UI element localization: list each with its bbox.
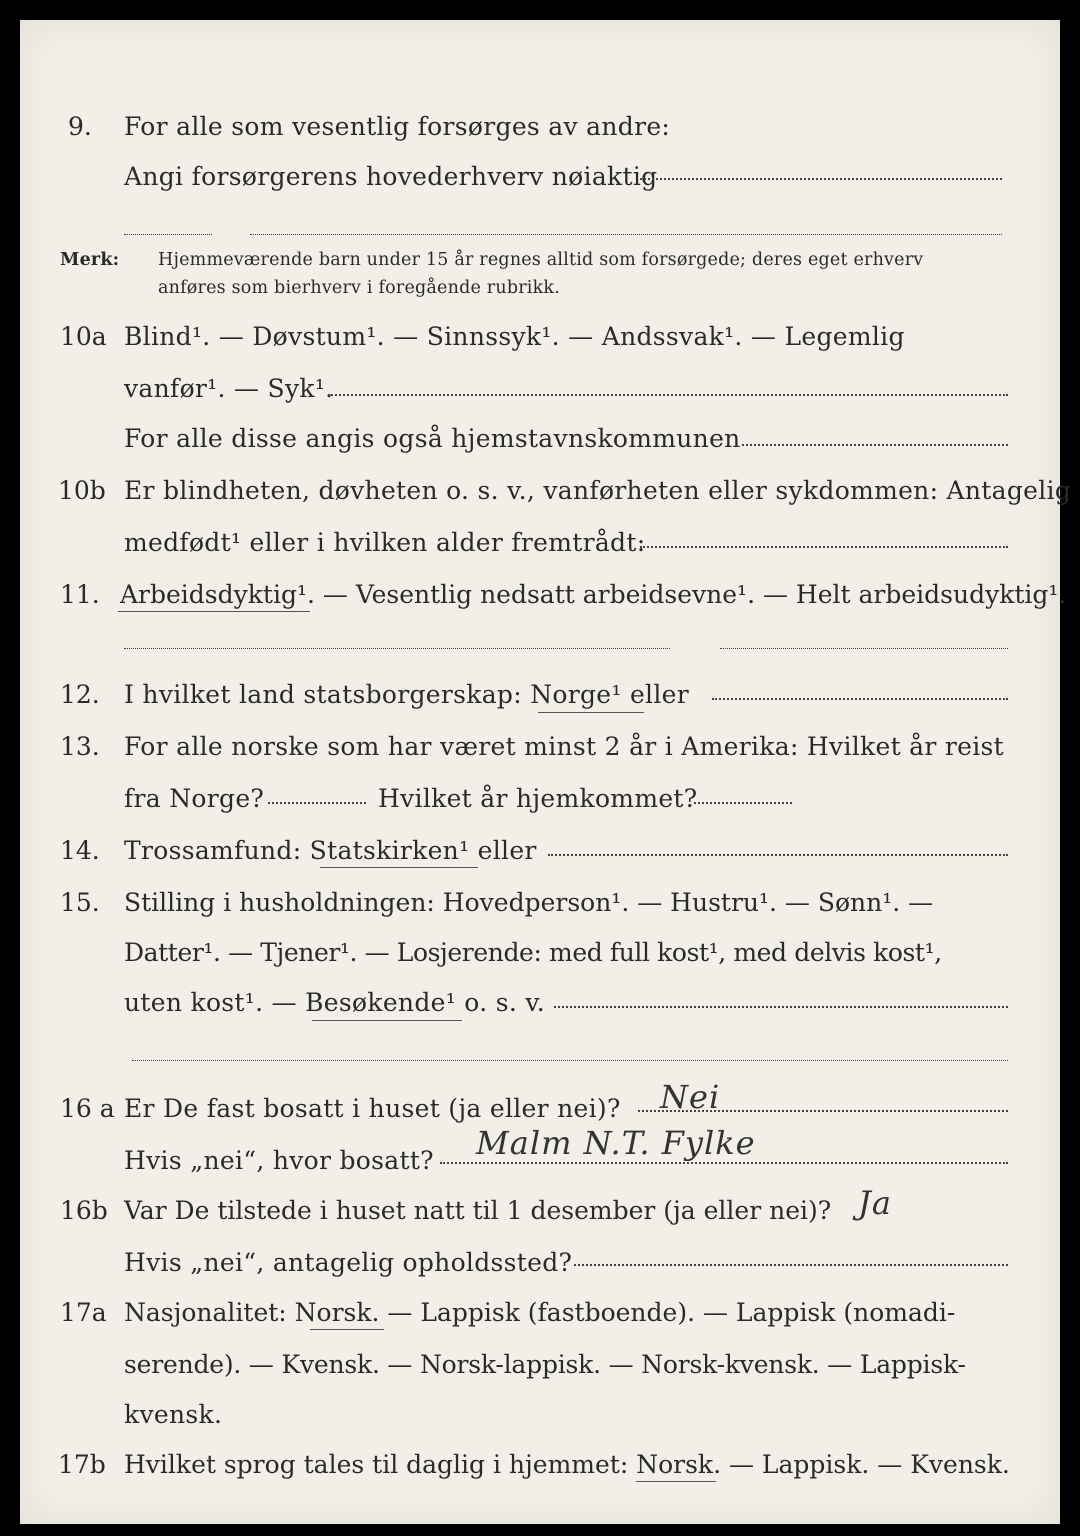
q9-answer-line	[640, 178, 1002, 180]
q10a-line1: Blind¹. — Døvstum¹. — Sinnssyk¹. — Andssvak¹. — Legemlig	[124, 322, 905, 351]
q12-line1: I hvilket land statsborgerskap: Norge¹ eller	[124, 680, 689, 709]
q12-number: 12.	[60, 680, 100, 709]
q15-answer-line	[554, 1006, 1008, 1008]
q16a-line2: Hvis „nei“, hvor bosatt?	[124, 1146, 434, 1175]
q11-answer-line-a	[124, 648, 670, 649]
q11-selected-underline	[118, 611, 310, 612]
q17a-line1: Nasjonalitet: Norsk. — Lappisk (fastboende). — Lappisk (nomadi-	[124, 1298, 956, 1327]
merk-label: Merk:	[60, 250, 120, 270]
q10b-line2: medfødt¹ eller i hvilken alder fremtrådt:	[124, 528, 646, 557]
q15-line2: Datter¹. — Tjener¹. — Losjerende: med full kost¹, med delvis kost¹,	[124, 938, 942, 967]
q15-number: 15.	[60, 888, 100, 917]
q10a-answer-line	[328, 394, 1008, 396]
q16a-handwritten-residence: Malm N.T. Fylke	[476, 1124, 756, 1162]
merk-line2: anføres som bierhverv i foregående rubrikk.	[158, 278, 560, 298]
q13-line2b: Hvilket år hjemkommet?	[378, 784, 698, 813]
q13-year-left-line	[268, 802, 366, 804]
q15-line1: Stilling i husholdningen: Hovedperson¹. — Hustru¹. — Sønn¹. —	[124, 888, 934, 917]
q14-selected-underline	[320, 867, 478, 868]
q9-number: 9.	[68, 112, 92, 141]
q17b-number: 17b	[58, 1450, 106, 1479]
q9-line1: For alle som vesentlig forsørges av andre:	[124, 112, 671, 141]
q17b-line1: Hvilket sprog tales til daglig i hjemmet: Norsk. — Lappisk. — Kvensk.	[124, 1450, 1010, 1479]
q16b-line2: Hvis „nei“, antagelig opholdssted?	[124, 1248, 573, 1277]
q16b-handwritten-answer: Ja	[858, 1184, 892, 1222]
q15-selected-underline	[312, 1020, 462, 1021]
q9-answer-line-2a	[124, 234, 212, 235]
q16a-residence-line	[440, 1162, 1008, 1164]
q9-answer-line-2b	[250, 234, 1002, 235]
q12-answer-line	[712, 698, 1008, 700]
q14-line1: Trossamfund: Statskirken¹ eller	[124, 836, 537, 865]
q16b-number: 16b	[60, 1196, 108, 1225]
q12-selected-underline	[538, 712, 644, 713]
q16b-answer-line	[574, 1264, 1008, 1266]
q16a-handwritten-answer: Nei	[660, 1078, 721, 1116]
q13-number: 13.	[60, 732, 100, 761]
q10b-number: 10b	[58, 476, 106, 505]
q10b-answer-line	[640, 546, 1008, 548]
q15-line3: uten kost¹. — Besøkende¹ o. s. v.	[124, 988, 546, 1017]
q10b-line1: Er blindheten, døvheten o. s. v., vanførheten eller sykdommen: Antagelig	[124, 476, 1072, 505]
q17b-selected-underline	[636, 1481, 716, 1482]
q17a-selected-underline	[310, 1329, 384, 1330]
q11-line1: Arbeidsdyktig¹. — Vesentlig nedsatt arbeidsevne¹. — Helt arbeidsudyktig¹.	[120, 580, 1067, 609]
q16b-line1: Var De tilstede i huset natt til 1 desember (ja eller nei)?	[124, 1196, 832, 1225]
q13-year-returned-line	[694, 802, 792, 804]
q10a-line2: vanfør¹. — Syk¹.	[124, 374, 334, 403]
q13-line2a: fra Norge?	[124, 784, 265, 813]
q17a-line2: serende). — Kvensk. — Norsk-lappisk. — Norsk-kvensk. — Lappisk-	[124, 1350, 966, 1379]
q17a-line3: kvensk.	[124, 1400, 223, 1429]
q14-number: 14.	[60, 836, 100, 865]
q13-line1: For alle norske som har været minst 2 år i Amerika: Hvilket år reist	[124, 732, 1005, 761]
q9-line2: Angi forsørgerens hovederhverv nøiaktig	[124, 162, 658, 191]
q17a-number: 17a	[60, 1298, 107, 1327]
q10a-line3: For alle disse angis også hjemstavnskommunen	[124, 424, 741, 453]
q10a-home-municipality-line	[742, 444, 1008, 446]
q11-number: 11.	[60, 580, 100, 609]
q14-answer-line	[548, 854, 1008, 856]
q10a-number: 10a	[60, 322, 107, 351]
q16a-number: 16 a	[60, 1094, 115, 1123]
q11-answer-line-b	[720, 648, 1008, 649]
q15-answer-line-2	[132, 1060, 1008, 1061]
q16a-line1: Er De fast bosatt i huset (ja eller nei)?	[124, 1094, 621, 1123]
merk-line1: Hjemmeværende barn under 15 år regnes alltid som forsørgede; deres eget erhverv	[158, 250, 924, 270]
